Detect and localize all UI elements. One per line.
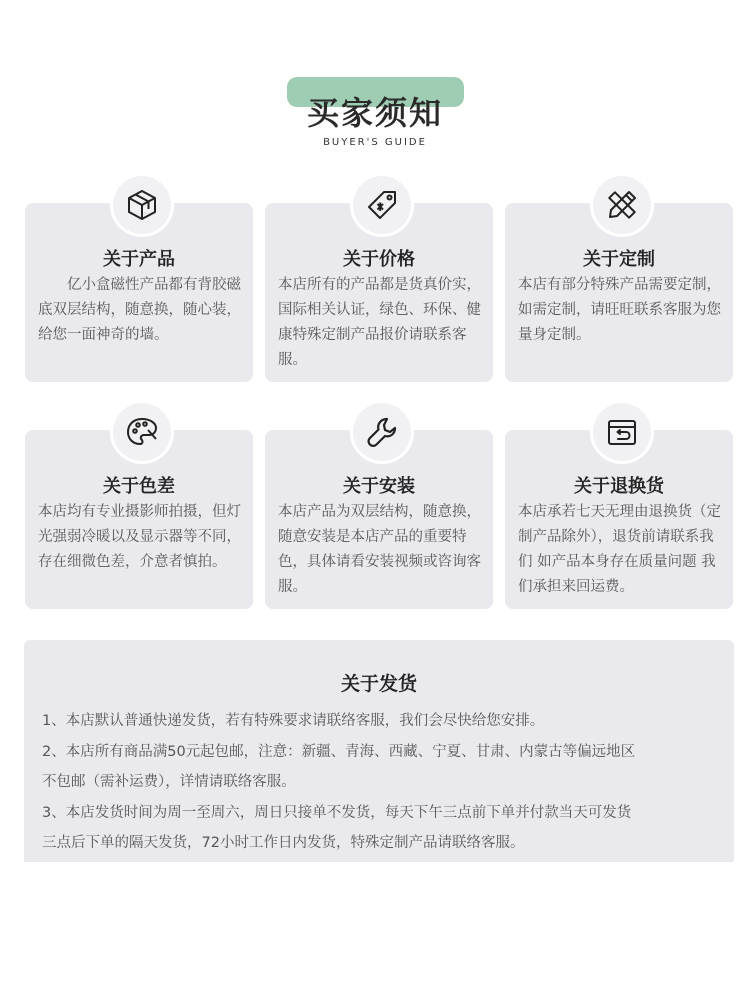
cube-icon: [110, 173, 174, 237]
card-custom: [505, 203, 733, 382]
card-text: 亿小盒磁性产品都有背胶磁底双层结构，随意换，随心装，给您一面神奇的墙。: [38, 277, 241, 343]
card-color: [25, 430, 253, 609]
card-title: 关于价格: [343, 249, 415, 270]
shipping-panel: [24, 640, 734, 862]
price-tag-icon: [350, 173, 414, 237]
shipping-title: 关于发货: [340, 673, 417, 695]
wrench-icon: [350, 400, 414, 464]
card-price: [265, 203, 493, 382]
pencil-ruler-icon: [590, 173, 654, 237]
shipping-line: 2、本店所有商品满50元起包邮，注意：新疆、青海、西藏、宁夏、甘肃、内蒙古等偏远地区: [42, 743, 636, 760]
card-title: 关于色差: [103, 476, 175, 497]
card-text: 本店承若七天无理由退换货（定制产品除外），退货前请联系我们 如产品本身存在质量问题 我们承担来回运费。: [518, 504, 721, 595]
card-text: 本店产品为双层结构，随意换，随意安装是本店产品的重要特色，具体请看安装视频或咨询客服。: [278, 504, 481, 595]
card-title: 关于产品: [103, 249, 175, 270]
page-title: 买家须知: [306, 94, 443, 132]
guide-header: [0, 0, 750, 160]
shipping-lines: [42, 706, 726, 859]
shipping-line: 1、本店默认普通快递发货，若有特殊要求请联络客服，我们会尽快给您安排。: [42, 713, 545, 729]
card-title: 关于退换货: [574, 476, 664, 497]
shipping-line: 不包邮（需补运费），详情请联络客服。: [42, 774, 296, 790]
card-title: 关于定制: [583, 249, 655, 270]
page-subtitle: BUYER'S GUIDE: [323, 137, 427, 148]
shipping-line: 三点后下单的隔天发货，72小时工作日内发货，特殊定制产品请联络客服。: [42, 835, 525, 851]
card-text: 本店所有的产品都是货真价实，国际相关认证，绿色、环保、健康特殊定制产品报价请联系客服。: [278, 277, 481, 368]
card-title: 关于安装: [343, 476, 415, 497]
card-text: 本店有部分特殊产品需要定制，如需定制，请旺旺联系客服为您量身定制。: [518, 277, 721, 343]
palette-icon: [110, 400, 174, 464]
shipping-line: 3、本店发货时间为周一至周六，周日只接单不发货，每天下午三点前下单并付款当天可发货: [42, 804, 632, 821]
card-return: [505, 430, 733, 609]
card-text: 本店均有专业摄影师拍摄，但灯光强弱冷暖以及显示器等不同，存在细微色差，介意者慎拍。: [38, 504, 241, 570]
card-product: [25, 203, 253, 382]
card-install: [265, 430, 493, 609]
return-box-icon: [590, 400, 654, 464]
